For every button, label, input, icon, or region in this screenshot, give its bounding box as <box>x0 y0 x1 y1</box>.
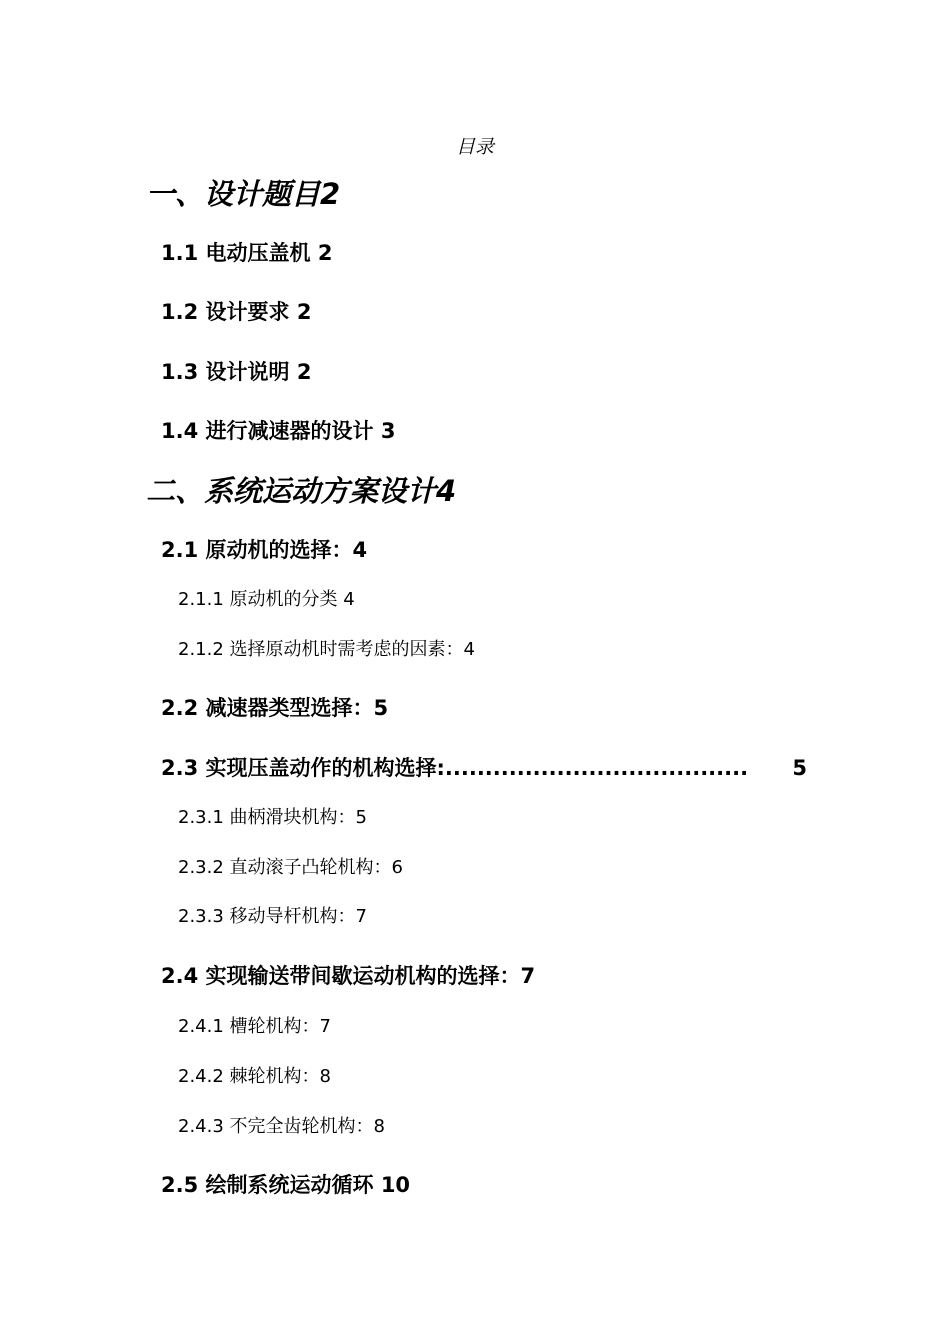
toc-entry-2-3-3[interactable]: 2.3.3 移动导杆机构：7 <box>178 906 367 927</box>
toc-entry-1-1[interactable]: 1.1 电动压盖机 2 <box>161 241 333 265</box>
toc-entry-2-5[interactable]: 2.5 绘制系统运动循环 10 <box>161 1173 411 1197</box>
toc-entry-2-1-1[interactable]: 2.1.1 原动机的分类 4 <box>178 589 355 610</box>
toc-entry-2-2[interactable]: 2.2 减速器类型选择：5 <box>161 696 389 720</box>
toc-entry-2-3-1[interactable]: 2.3.1 曲柄滑块机构：5 <box>178 807 367 828</box>
toc-entry-1-2[interactable]: 1.2 设计要求 2 <box>161 300 312 324</box>
toc-entry-2-4-1[interactable]: 2.4.1 槽轮机构：7 <box>178 1016 331 1037</box>
toc-entry-2-1[interactable]: 2.1 原动机的选择：4 <box>161 538 368 562</box>
toc-entry-2-4-2[interactable]: 2.4.2 棘轮机构：8 <box>178 1066 331 1087</box>
toc-entry-2-1-2[interactable]: 2.1.2 选择原动机时需考虑的因素：4 <box>178 639 475 660</box>
toc-page-number: 5 <box>792 756 807 780</box>
toc-entry-2-4-3[interactable]: 2.4.3 不完全齿轮机构：8 <box>178 1116 385 1137</box>
toc-entry-chapter-1[interactable]: 一、设计题目2 <box>146 177 341 211</box>
toc-entry-chapter-2[interactable]: 二、系统运动方案设计4 <box>146 474 457 508</box>
toc-entry-2-3-2[interactable]: 2.3.2 直动滚子凸轮机构：6 <box>178 857 403 878</box>
toc-entry-2-4[interactable]: 2.4 实现输送带间歇运动机构的选择：7 <box>161 964 536 988</box>
toc-entry-2-3[interactable] <box>161 754 807 782</box>
toc-entry-1-4[interactable]: 1.4 进行减速器的设计 3 <box>161 419 396 443</box>
toc-dot-leader: ...................................... <box>444 756 749 780</box>
toc-title: 目录 <box>455 136 494 158</box>
toc-entry-1-3[interactable]: 1.3 设计说明 2 <box>161 360 312 384</box>
toc-entry-label: 2.3 实现压盖动作的机构选择: <box>161 756 445 780</box>
